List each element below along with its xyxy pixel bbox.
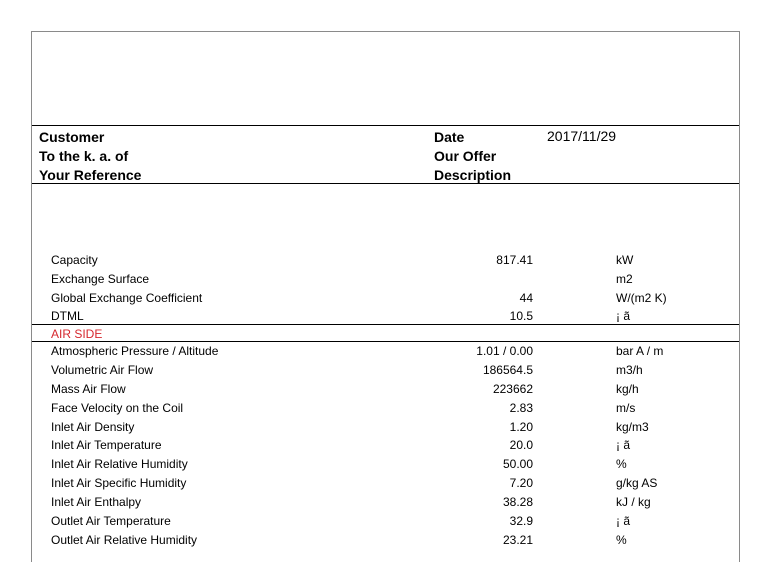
row-unit: g/kg AS — [616, 476, 658, 490]
air-side-row — [32, 531, 739, 550]
row-value: 817.41 — [496, 253, 533, 267]
row-label: Inlet Air Temperature — [51, 438, 162, 452]
row-label: Outlet Air Temperature — [51, 514, 171, 528]
row-label: Capacity — [51, 253, 98, 267]
row-value: 38.28 — [502, 495, 533, 509]
description-label: Description — [434, 167, 512, 183]
air-side-row — [32, 493, 739, 512]
air-side-row — [32, 380, 739, 399]
row-label: Global Exchange Coefficient — [51, 291, 203, 305]
row-unit: kJ / kg — [616, 495, 651, 509]
row-value: 20.0 — [509, 438, 533, 452]
row-unit: ¡ ã — [616, 309, 631, 323]
row-value: 1.20 — [509, 420, 533, 434]
reference-label: Your Reference — [39, 167, 142, 183]
row-label: Inlet Air Enthalpy — [51, 495, 142, 509]
header-top-rule — [32, 125, 739, 126]
date-value: 2017/11/29 — [547, 128, 617, 144]
row-label: Exchange Surface — [51, 272, 150, 286]
row-unit: % — [616, 457, 627, 471]
row-label: Face Velocity on the Coil — [51, 401, 184, 415]
row-label: Volumetric Air Flow — [51, 363, 154, 377]
row-value: 1.01 / 0.00 — [476, 344, 533, 358]
row-value: 223662 — [492, 382, 533, 396]
row-unit: m3/h — [616, 363, 643, 377]
row-value: 2.83 — [509, 401, 533, 415]
row-unit: ¡ ã — [616, 514, 631, 528]
row-unit: m2 — [616, 272, 633, 286]
row-label: Inlet Air Density — [51, 420, 135, 434]
summary-row — [32, 289, 739, 308]
air-side-title: AIR SIDE — [51, 327, 103, 341]
air-side-row — [32, 418, 739, 437]
air-side-row — [32, 342, 739, 361]
row-unit: m/s — [616, 401, 636, 415]
summary-row — [32, 251, 739, 270]
customer-label: Customer — [39, 129, 105, 145]
row-label: Atmospheric Pressure / Altitude — [51, 344, 219, 358]
offer-label: Our Offer — [434, 148, 497, 164]
air-side-row — [32, 474, 739, 493]
air-side-row — [32, 455, 739, 474]
row-value: 186564.5 — [482, 363, 533, 377]
air-side-row — [32, 361, 739, 380]
row-value: 32.9 — [509, 514, 533, 528]
row-unit: ¡ ã — [616, 438, 631, 452]
datasheet-page — [31, 31, 740, 562]
air-side-row — [32, 399, 739, 418]
row-label: Inlet Air Relative Humidity — [51, 457, 188, 471]
air-side-row — [32, 436, 739, 455]
row-value: 10.5 — [509, 309, 533, 323]
row-unit: kW — [616, 253, 634, 267]
row-unit: kg/m3 — [616, 420, 649, 434]
row-unit: W/(m2 K) — [616, 291, 667, 305]
row-label: Inlet Air Specific Humidity — [51, 476, 187, 490]
attention-label: To the k. a. of — [39, 148, 129, 164]
row-value: 44 — [519, 291, 533, 305]
section-top-rule — [32, 324, 739, 325]
row-label: Outlet Air Relative Humidity — [51, 533, 198, 547]
row-unit: bar A / m — [616, 344, 664, 358]
row-value: 7.20 — [509, 476, 533, 490]
row-value: 23.21 — [502, 533, 533, 547]
row-value: 50.00 — [502, 457, 533, 471]
air-side-row — [32, 512, 739, 531]
row-unit: % — [616, 533, 627, 547]
date-label: Date — [434, 129, 465, 145]
row-label: DTML — [51, 309, 84, 323]
row-unit: kg/h — [616, 382, 639, 396]
row-label: Mass Air Flow — [51, 382, 126, 396]
summary-row — [32, 270, 739, 289]
header-bottom-rule — [32, 183, 739, 184]
